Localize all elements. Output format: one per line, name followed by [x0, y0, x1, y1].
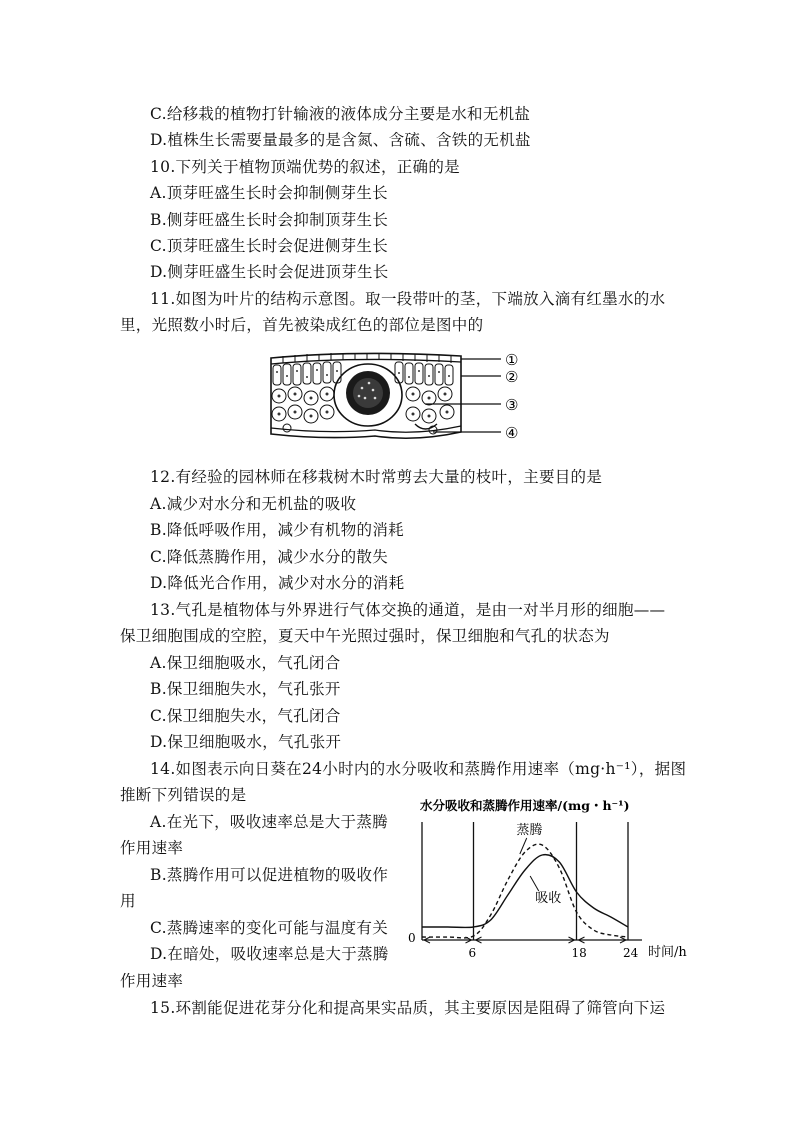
figure-label-1: ① — [505, 351, 519, 369]
figure-label-4: ④ — [505, 424, 519, 442]
q12-option-a: A.减少对水分和无机盐的吸收 — [150, 495, 357, 513]
q14-option-b-line1: B.蒸腾作用可以促进植物的吸收作 — [150, 866, 389, 884]
q13-option-d: D.保卫细胞吸水，气孔张开 — [150, 733, 342, 751]
q13-option-b: B.保卫细胞失水，气孔张开 — [150, 680, 341, 698]
q14-option-d-line1: D.在暗处，吸收速率总是大于蒸腾 — [150, 945, 389, 963]
figure-label-2: ② — [505, 368, 519, 386]
q14-option-c: C.蒸腾速率的变化可能与温度有关 — [150, 919, 389, 937]
q12-stem: 12.有经验的园林师在移栽树木时常剪去大量的枝叶，主要目的是 — [150, 468, 603, 486]
figure-label-3: ③ — [505, 396, 519, 414]
q11-stem-line1: 11.如图为叶片的结构示意图。取一段带叶的茎，下端放入滴有红墨水的水 — [150, 290, 666, 308]
q10-option-a: A.顶芽旺盛生长时会抑制侧芽生长 — [150, 184, 388, 202]
chart-ticks — [408, 931, 639, 960]
tick-label-24: 24 — [623, 946, 639, 960]
chart-series — [422, 822, 628, 938]
q10-stem: 10.下列关于植物顶端优势的叙述，正确的是 — [150, 158, 460, 176]
leaf-structure-diagram — [265, 346, 535, 452]
chart-axes — [422, 822, 642, 943]
q12-option-c: C.降低蒸腾作用，减少水分的散失 — [150, 548, 389, 566]
annotation-leader-1 — [520, 838, 527, 854]
q12-option-b: B.降低呼吸作用，减少有机物的消耗 — [150, 521, 404, 539]
q13-stem-line2: 保卫细胞围成的空腔，夏天中午光照过强时，保卫细胞和气孔的状态为 — [120, 627, 610, 645]
q9-option-d: D.植株生长需要量最多的是含氮、含硫、含铁的无机盐 — [150, 131, 531, 149]
q11-stem-line2: 里，光照数小时后，首先被染成红色的部位是图中的 — [120, 316, 484, 334]
q14-option-a-line2: 作用速率 — [120, 839, 184, 857]
tick-label-18: 18 — [571, 946, 587, 960]
q13-option-c: C.保卫细胞失水，气孔闭合 — [150, 707, 341, 725]
series-line-0 — [422, 844, 628, 938]
chart-title: 水分吸收和蒸腾作用速率/(mg・h⁻¹) — [420, 798, 630, 813]
tick-label-6: 6 — [468, 946, 477, 960]
q14-option-d-line2: 作用速率 — [120, 972, 184, 990]
q10-option-b: B.侧芽旺盛生长时会抑制顶芽生长 — [150, 211, 389, 229]
chart-xlabel: 时间/h — [648, 945, 687, 960]
q12-option-d: D.降低光合作用，减少对水分的消耗 — [150, 574, 405, 592]
q10-option-d: D.侧芽旺盛生长时会促进顶芽生长 — [150, 263, 389, 281]
q14-stem-line2: 推断下列错误的是 — [120, 786, 247, 804]
q13-option-a: A.保卫细胞吸水，气孔闭合 — [150, 654, 341, 672]
q14-stem-line1: 14.如图表示向日葵在24小时内的水分吸收和蒸腾作用速率（mg·h⁻¹），据图 — [150, 760, 687, 778]
water-rate-chart — [400, 790, 690, 970]
annotation-transpiration: 蒸腾 — [516, 823, 543, 838]
annotation-leader-2 — [530, 876, 539, 891]
q9-option-c: C.给移栽的植物打针输液的液体成分主要是水和无机盐 — [150, 105, 531, 123]
annotation-absorption: 吸收 — [535, 891, 562, 906]
q10-option-c: C.顶芽旺盛生长时会促进侧芽生长 — [150, 237, 389, 255]
q13-stem-line1: 13.气孔是植物体与外界进行气体交换的通道，是由一对半月形的细胞—— — [150, 601, 666, 619]
series-line-1 — [422, 855, 628, 928]
q14-option-a-line1: A.在光下，吸收速率总是大于蒸腾 — [150, 813, 388, 831]
q14-option-b-line2: 用 — [120, 892, 136, 910]
stomata — [415, 424, 437, 429]
q15-stem-line1: 15.环割能促进花芽分化和提高果实品质，其主要原因是阻碍了筛管向下运 — [150, 999, 666, 1017]
tick-label-0: 0 — [408, 931, 416, 945]
